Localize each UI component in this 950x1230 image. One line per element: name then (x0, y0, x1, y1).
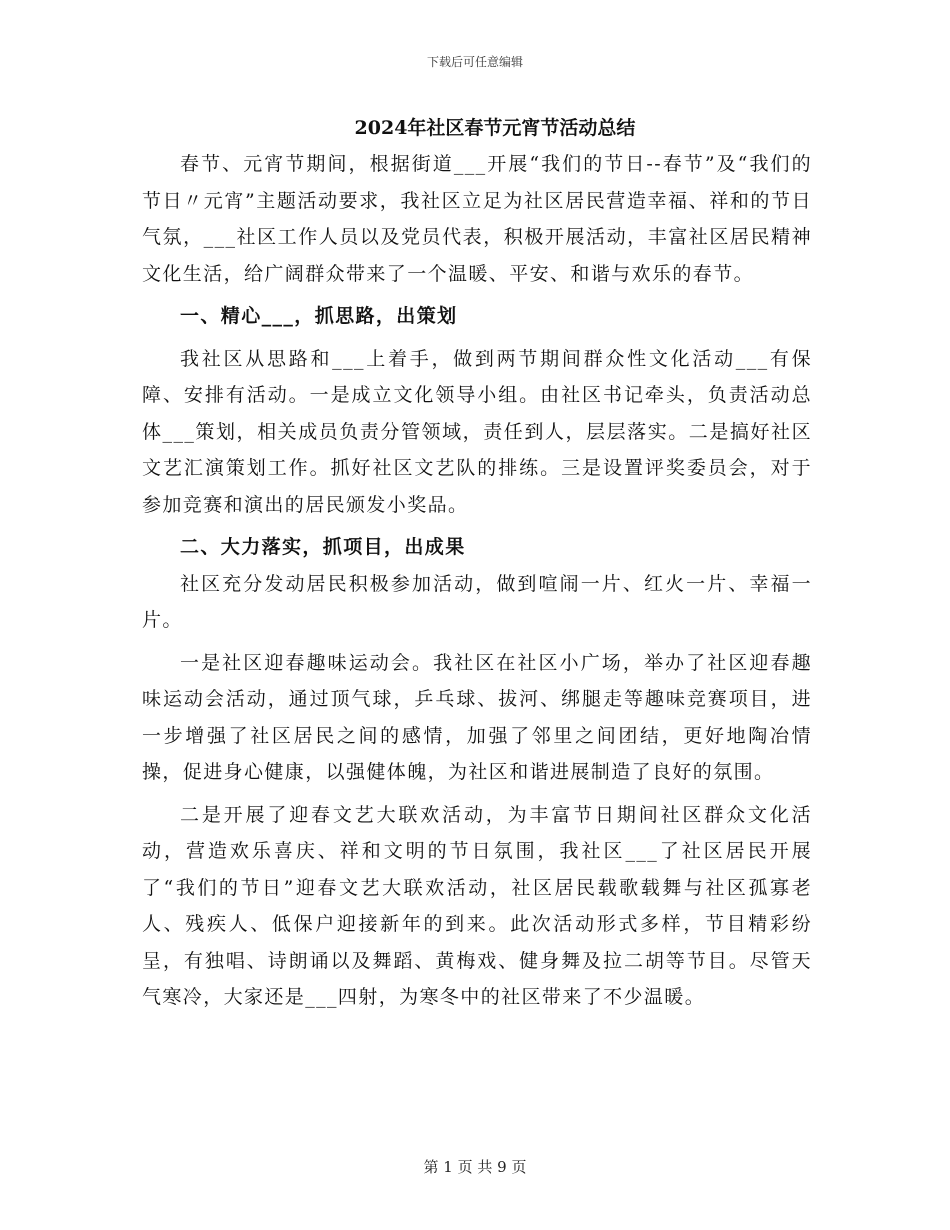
document-title: 2024年社区春节元宵节活动总结 (354, 117, 636, 139)
page-footer: 第 1 页 共 9 页 (423, 1158, 527, 1176)
section-2-paragraph-1: 社区充分发动居民积极参加活动，做到喧闹一片、红火一片、幸福一片。 (142, 572, 812, 631)
section-heading-1: 一、精心___，抓思路，出策划 (180, 305, 458, 327)
section-2-paragraph-3: 二是开展了迎春文艺大联欢活动，为丰富节日期间社区群众文化活动，营造欢乐喜庆、祥和文明的节日氛围，我社区___了社区居民开展了“我们的节日”迎春文艺大联欢活动，社区居民载歌载舞与社区孤寡老人、残疾人、低保户迎接新年的到来。此次活动形式多样，节目精彩纷呈，有独唱、诗朗诵以及舞蹈、黄梅戏、健身舞及拉二胡等节目。尽管天气寒冷，大家还是___四射，为寒冬中的社区带来了不少温暖。 (142, 803, 812, 1008)
document-body (142, 146, 812, 1016)
section-1-paragraph: 我社区从思路和___上着手，做到两节期间群众性文化活动___有保障、安排有活动。一是成立文化领导小组。由社区书记牵头，负责活动总体___策划，相关成员负责分管领域，责任到人，层层落实。二是搞好社区文艺汇演策划工作。抓好社区文艺队的排练。三是设置评奖委员会，对于参加竞赛和演出的居民颁发小奖品。 (142, 347, 812, 516)
section-heading-2: 二、大力落实，抓项目，出成果 (180, 536, 466, 558)
intro-paragraph: 春节、元宵节期间，根据街道___开展“我们的节日--春节”及“我们的节日〃元宵”主题活动要求，我社区立足为社区居民营造幸福、祥和的节日气氛，___社区工作人员以及党员代表，积极开展活动，丰富社区居民精神文化生活，给广阔群众带来了一个温暖、平安、和谐与欢乐的春节。 (142, 153, 812, 285)
section-2-paragraph-2: 一是社区迎春趣味运动会。我社区在社区小广场，举办了社区迎春趣味运动会活动，通过顶气球，乒乓球、拔河、绑腿走等趣味竞赛项目，进一步增强了社区居民之间的感情，加强了邻里之间团结，更好地陶冶情操，促进身心健康，以强健体魄，为社区和谐进展制造了良好的氛围。 (142, 651, 812, 783)
header-note: 下载后可任意编辑 (426, 55, 523, 69)
